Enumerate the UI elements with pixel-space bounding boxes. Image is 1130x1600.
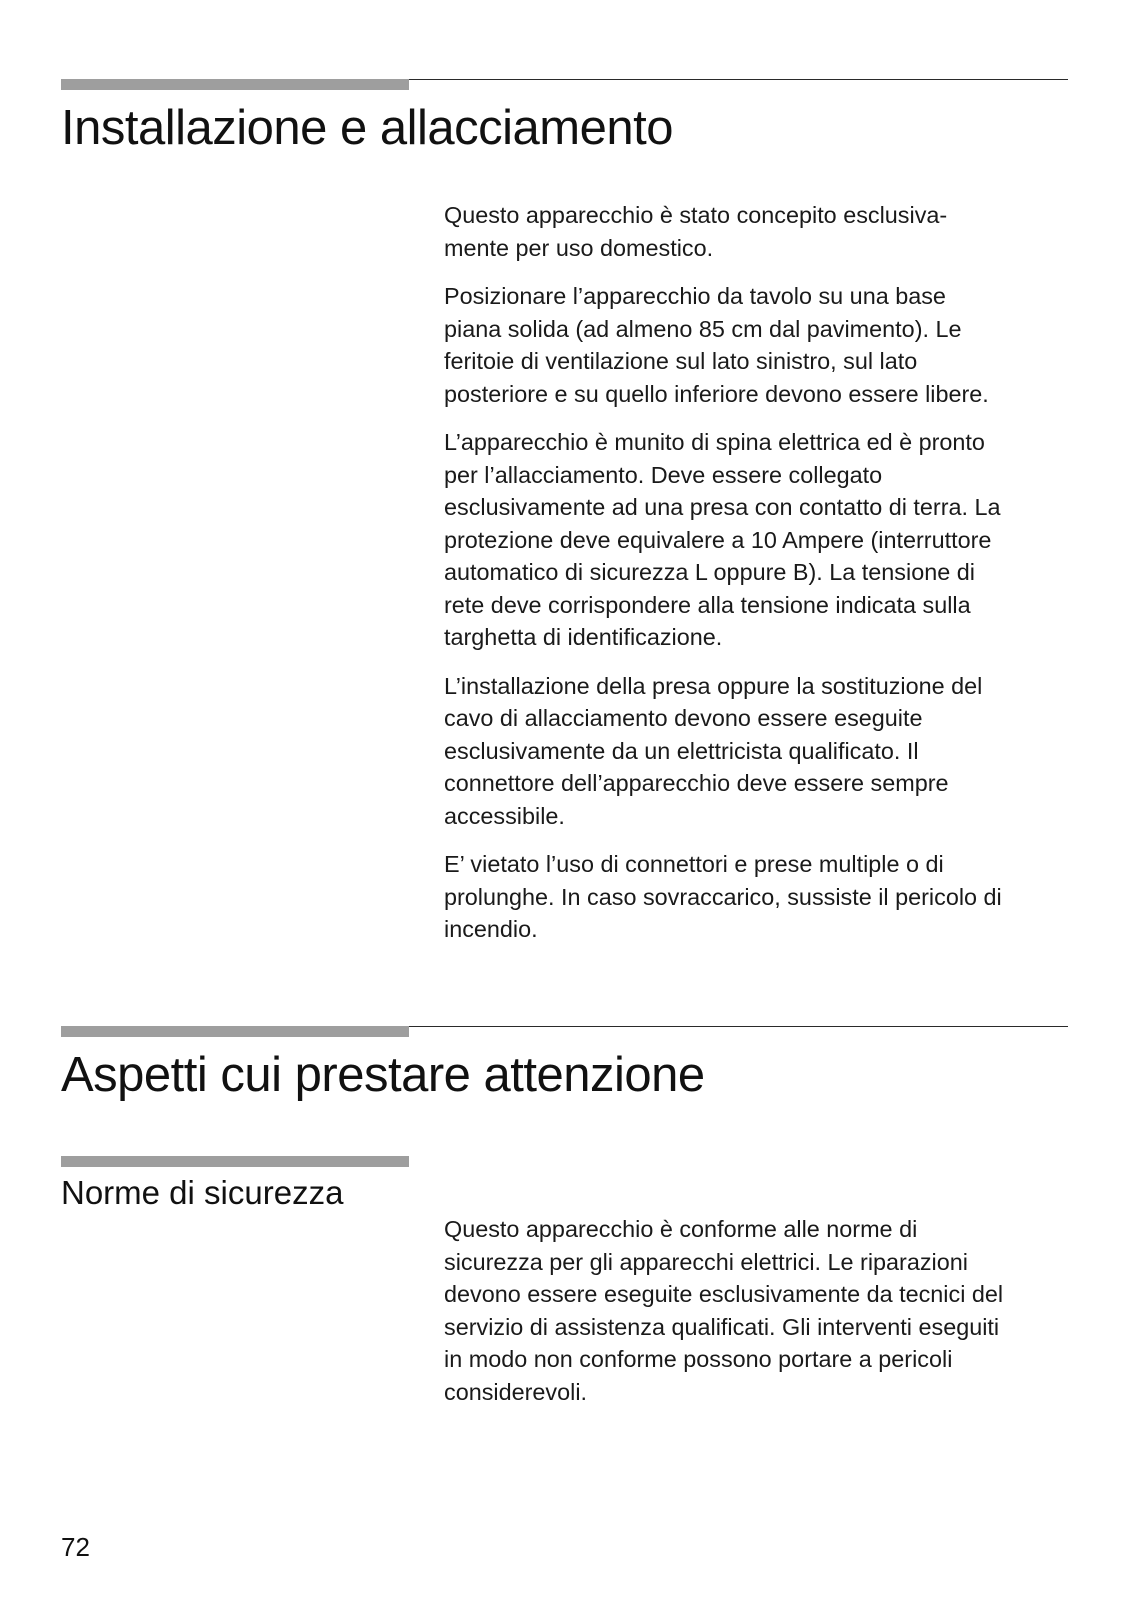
subsection-rule — [61, 1156, 409, 1167]
paragraph — [444, 199, 1074, 264]
text-line: E’ vietato l’uso di connettori e prese multiple o di — [444, 851, 944, 877]
text-line: esclusivamente da un elettricista qualificato. Il — [444, 737, 919, 764]
text-line: sicurezza per gli apparecchi elettrici. Le riparazioni — [444, 1248, 968, 1275]
paragraph — [444, 1213, 1074, 1408]
text-line: in modo non conforme possono portare a pericoli — [444, 1346, 953, 1372]
text-line: devono essere eseguite esclusivamente da tecnici del — [444, 1281, 1004, 1307]
text-line: prolunghe. In caso sovraccarico, sussiste il pericolo di — [444, 883, 1002, 910]
section-body-installazione — [444, 199, 1074, 962]
text-line: servizio di assistenza qualificati. Gli interventi eseguiti — [444, 1313, 1000, 1340]
page-number: 72 — [61, 1532, 90, 1562]
text-line: per l’allacciamento. Deve essere collegato — [444, 461, 883, 488]
subsection-body-norme — [444, 1213, 1074, 1424]
text-line: rete deve corrispondere alla tensione indicata sulla — [444, 591, 971, 618]
paragraph — [444, 280, 1074, 410]
text-line: incendio. — [444, 916, 538, 942]
text-line: considerevoli. — [444, 1378, 588, 1405]
text-line: piana solida (ad almeno 85 cm dal pavimento). Le — [444, 315, 962, 342]
text-line: protezione deve equivalere a 10 Ampere (interruttore — [444, 526, 992, 553]
text-line: esclusivamente ad una presa con contatto di terra. La — [444, 494, 1001, 520]
text-line: posteriore e su quello inferiore devono essere libere. — [444, 380, 989, 407]
text-line: targhetta di identificazione. — [444, 624, 723, 650]
text-line: feritoie di ventilazione sul lato sinistro, sul lato — [444, 348, 918, 374]
text-line: connettore dell’apparecchio deve essere sempre — [444, 770, 949, 796]
text-line: cavo di allacciamento devono essere eseguite — [444, 705, 923, 731]
text-line: Questo apparecchio è stato concepito esclusiva- — [444, 202, 948, 228]
subsection-title-norme: Norme di sicurezza — [61, 1174, 344, 1211]
paragraph — [444, 848, 1074, 946]
text-line: Posizionare l’apparecchio da tavolo su una base — [444, 283, 946, 309]
text-line: accessibile. — [444, 802, 565, 829]
paragraph — [444, 670, 1074, 833]
text-line: L’installazione della presa oppure la sostituzione del — [444, 672, 983, 699]
section-title-installazione: Installazione e allacciamento — [61, 101, 673, 155]
section-title-aspetti: Aspetti cui prestare attenzione — [61, 1048, 705, 1102]
text-line: Questo apparecchio è conforme alle norme di — [444, 1216, 918, 1242]
rule-thick-bar — [61, 79, 409, 90]
text-line: automatico di sicurezza L oppure B). La tensione di — [444, 559, 975, 585]
rule-thin-line — [409, 79, 1068, 80]
rule-thick-bar — [61, 1026, 409, 1037]
paragraph — [444, 426, 1074, 654]
text-line: mente per uso domestico. — [444, 234, 714, 261]
rule-thin-line — [409, 1026, 1068, 1027]
text-line: L’apparecchio è munito di spina elettrica ed è pronto — [444, 429, 985, 455]
